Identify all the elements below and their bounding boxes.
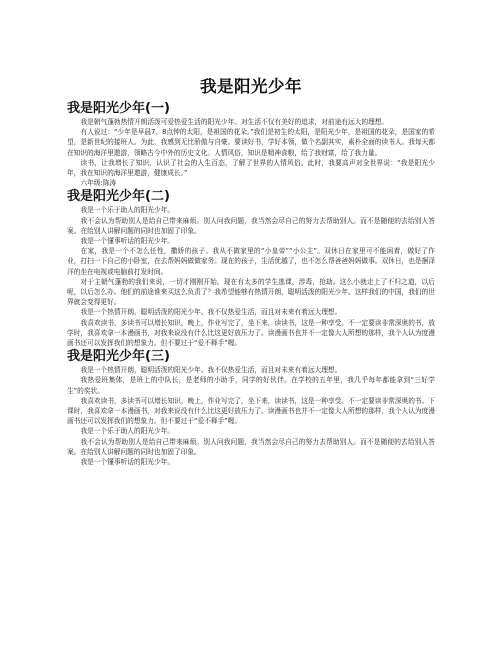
document-title: 我是阳光少年	[200, 77, 302, 96]
section-heading: 我是阳光少年(二)	[67, 189, 170, 205]
paragraph: 对于主朝气蓬勃的我们来说，一切才刚刚开始。现在有太多的学生逃课，涉毒，抢劫。这么小就走上了不归之道，以后呢，以后怎么办。他们的前途谁来买这么负责了？我希望能够有热情开朗，聪明活泼的阳光少年。这样我们的中国，我们的世界就会变得更好。	[67, 277, 435, 307]
section-heading: 我是阳光少年(一)	[67, 101, 170, 116]
paragraph: 我不会认为帮助别人是给自己带来麻烦。别人问我问题，我当然会尽自己的努力去帮助别人。而不是随便的去给别人答案。在给别人讲解问题的同时也加固了印象。	[67, 437, 435, 456]
section-1	[67, 101, 435, 188]
paragraph: 我是一个乐于助人的阳光少年。	[80, 206, 175, 215]
paragraph: 我是一个懂事听话的阳光少年。	[80, 458, 175, 467]
paragraph: 我不会认为帮助别人是给自己带来麻烦。别人问我问题，我当然会尽自己的努力去帮助别人。而不是随便的去给别人答案。在给别人讲解问题的同时也加固了印象。	[67, 216, 435, 235]
paragraph: 我热爱班集体，是班上的中队长，是老师的小助手，同学的好伙伴。在学校的五年里，我几乎每年都能拿到“三好学生”的奖状。	[67, 376, 435, 395]
document-page	[67, 76, 435, 468]
paragraph: 我是一个懂事听话的阳光少年。	[80, 237, 175, 246]
paragraph: 我是一个热情开朗，聪明活泼的阳光少年。我不仅热爱生活，而且对未来有着远大理想。	[80, 366, 342, 375]
paragraph: 我是朝气蓬勃热情开朗活泼可爱热爱生活的阳光少年。对生活不仅有美好的追求，对前途有远大的理想。	[80, 118, 389, 126]
author-line: 六年级:陈涛	[80, 179, 117, 188]
section-3	[67, 349, 435, 467]
paragraph: 读书，让我增长了知识，认识了社会的人生百态，了解了世界的人情风俗。此时，我要高声对全世界说：“我是阳光少年，我在知识的海洋里遨游，健康成长。”	[67, 158, 435, 178]
section-2	[67, 189, 435, 348]
paragraph: 有人说过：“少年是早晨7、8点钟的太阳，是祖国的花朵。”我们是初生的太阳，是阳光少年，是祖国的花朵，是国家的希望，是新世纪的接班人。为此，我感到无比骄傲与自豪。要读好书，学好本领，做个名副其实，素朴全面的读书人。我每天都在知识的海洋里遨游，领略古今中外的历史文化。人情风俗，知识是精神食粮，给了我财富，给了我力量。	[67, 128, 435, 157]
paragraph: 我是一个热情开朗，聪明活泼的阳光少年。我不仅热爱生活，而且对未来有着远大理想。	[80, 308, 342, 317]
paragraph: 我喜欢读书，多读书可以增长知识，晚上，作业写完了，坐下来，读读书，这是一种享受。不一定要读非常深奥的书，放学时，我喜欢拿一本漫画书，对我来说没有什么比这更好放压力了。读漫画书也并不一定像大人所想的那样，我个人认为度漫画书还可以发挥我们的想象力。但不要过于“爱不释手”喔。	[67, 318, 435, 348]
section-heading: 我是阳光少年(三)	[67, 349, 170, 365]
paragraph: 我是一个乐于助人的阳光少年。	[80, 427, 175, 436]
paragraph: 在家，我是一个不怎么任性，撒娇的孩子。我从不做家里的“小皇帝”“小公主”。双休日在家里可不能闲着，做好了作业，打扫一下自己的小卧室，在去帮妈妈做做家务。现在的孩子，生活优越了，也不怎么帮爸爸妈妈做事。双休日，也是捆泽洋的坐在电视或电脑前打发时间。	[67, 247, 435, 276]
paragraph: 我喜欢读书，多读书可以增长知识，晚上，作业写完了，坐下来，读读书，这是一种享受。不一定要读非常深奥的书。下课时，我喜欢拿一本漫画书，对我来说没有什么比这更好放压力了。读漫画书也并不一定像大人所想的那样，我个人认为度漫画书还可以发挥我们的想象力。但不要过于“爱不释手”喔。	[67, 396, 435, 426]
